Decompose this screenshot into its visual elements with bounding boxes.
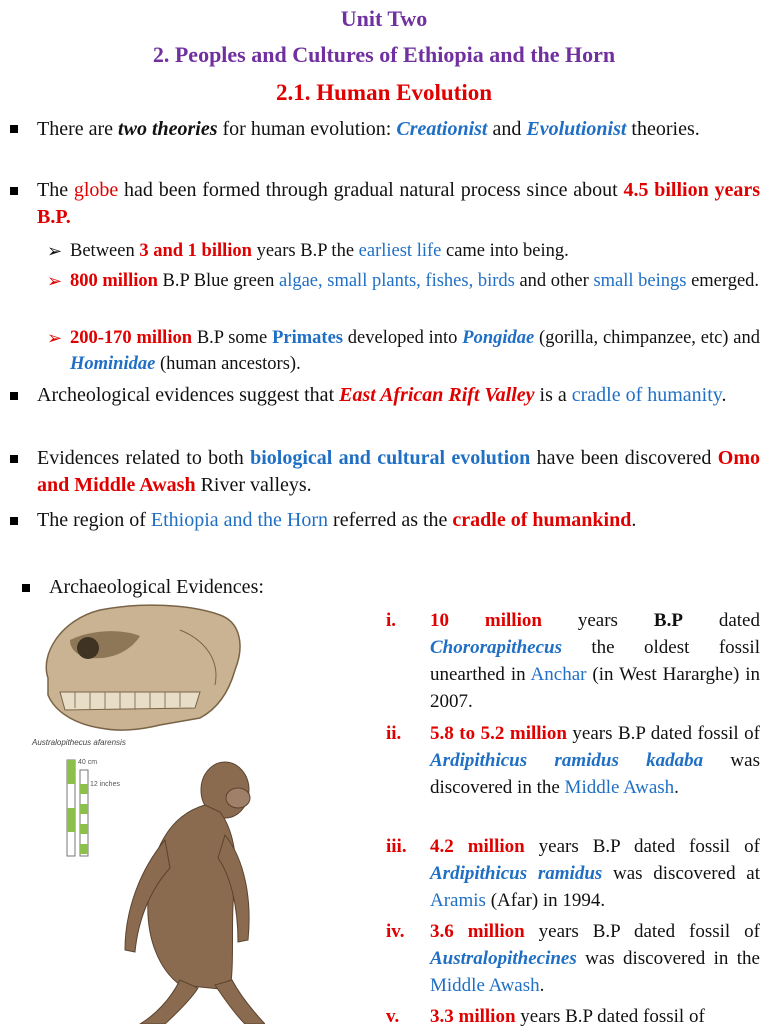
hominid-figure — [30, 600, 265, 1024]
evidence-number: v. — [386, 1006, 400, 1027]
bullet-evolution-evidence: Evidences related to both biological and cultural evolution have been discovered Omo and Middle Awash River valleys. — [37, 447, 760, 496]
sub-primates: 200-170 million B.P some Primates developed into Pongidae (gorilla, chimpanzee, etc) and Hominidae (human ancestors). — [70, 328, 760, 374]
arrow-marker: ➢ — [47, 241, 63, 261]
evidence-number: iii. — [386, 836, 407, 857]
bullet-marker — [10, 455, 18, 463]
evidence-item: 3.3 million years B.P dated fossil of — [430, 1006, 705, 1027]
scale-label-cm: 40 cm — [78, 759, 98, 766]
chapter-title: 2. Peoples and Cultures of Ethiopia and the Horn — [152, 42, 616, 67]
arrow-marker: ➢ — [47, 328, 63, 348]
bullet-marker — [22, 584, 30, 592]
bullet-marker — [10, 517, 18, 525]
evidence-number: i. — [386, 610, 397, 631]
evidence-item: 4.2 million years B.P dated fossil of Ardipithicus ramidus was discovered at Aramis (Afar) in 1994. — [430, 836, 760, 911]
evidence-number: iv. — [386, 921, 405, 942]
bullet-two-theories: There are two theories for human evolution: Creationist and Evolutionist theories. — [37, 118, 700, 140]
hominid-image — [125, 762, 265, 1024]
skull-image — [46, 605, 240, 730]
sub-800-million: 800 million B.P Blue green algae, small plants, fishes, birds and other small beings emerged. — [70, 271, 760, 291]
sub-earliest-life: Between 3 and 1 billion years B.P the earliest life came into being. — [70, 241, 569, 261]
evidence-number: ii. — [386, 723, 402, 744]
scale-label-inches: 12 inches — [90, 781, 120, 788]
evidence-item: 5.8 to 5.2 million years B.P dated fossil of Ardipithicus ramidus kadaba was discovered in the Middle Awash. — [430, 723, 760, 798]
bullet-archaeological-evidences: Archaeological Evidences: — [49, 576, 264, 598]
bullet-marker — [10, 187, 18, 195]
scale-bar — [67, 760, 88, 856]
arrow-marker: ➢ — [47, 271, 63, 291]
evidence-item: 3.6 million years B.P dated fossil of Australopithecines was discovered in the Middle Awash. — [430, 921, 760, 996]
bullet-globe: The globe had been formed through gradual natural process since about 4.5 billion years B.P. — [37, 179, 761, 228]
section-title: 2.1. Human Evolution — [276, 80, 492, 105]
skull-and-hominid-illustration — [30, 600, 265, 1024]
bullet-marker — [10, 125, 18, 133]
figure-caption: Australopithecus afarensis — [32, 738, 126, 747]
bullet-rift-valley: Archeological evidences suggest that East African Rift Valley is a cradle of humanity. — [37, 384, 727, 406]
unit-title: Unit Two — [340, 6, 428, 31]
bullet-cradle-humankind: The region of Ethiopia and the Horn referred as the cradle of humankind. — [37, 509, 637, 531]
bullet-marker — [10, 392, 18, 400]
evidence-item: 10 million years B.P dated Chororapithecus the oldest fossil unearthed in Anchar (in West Hararghe) in 2007. — [430, 610, 760, 712]
